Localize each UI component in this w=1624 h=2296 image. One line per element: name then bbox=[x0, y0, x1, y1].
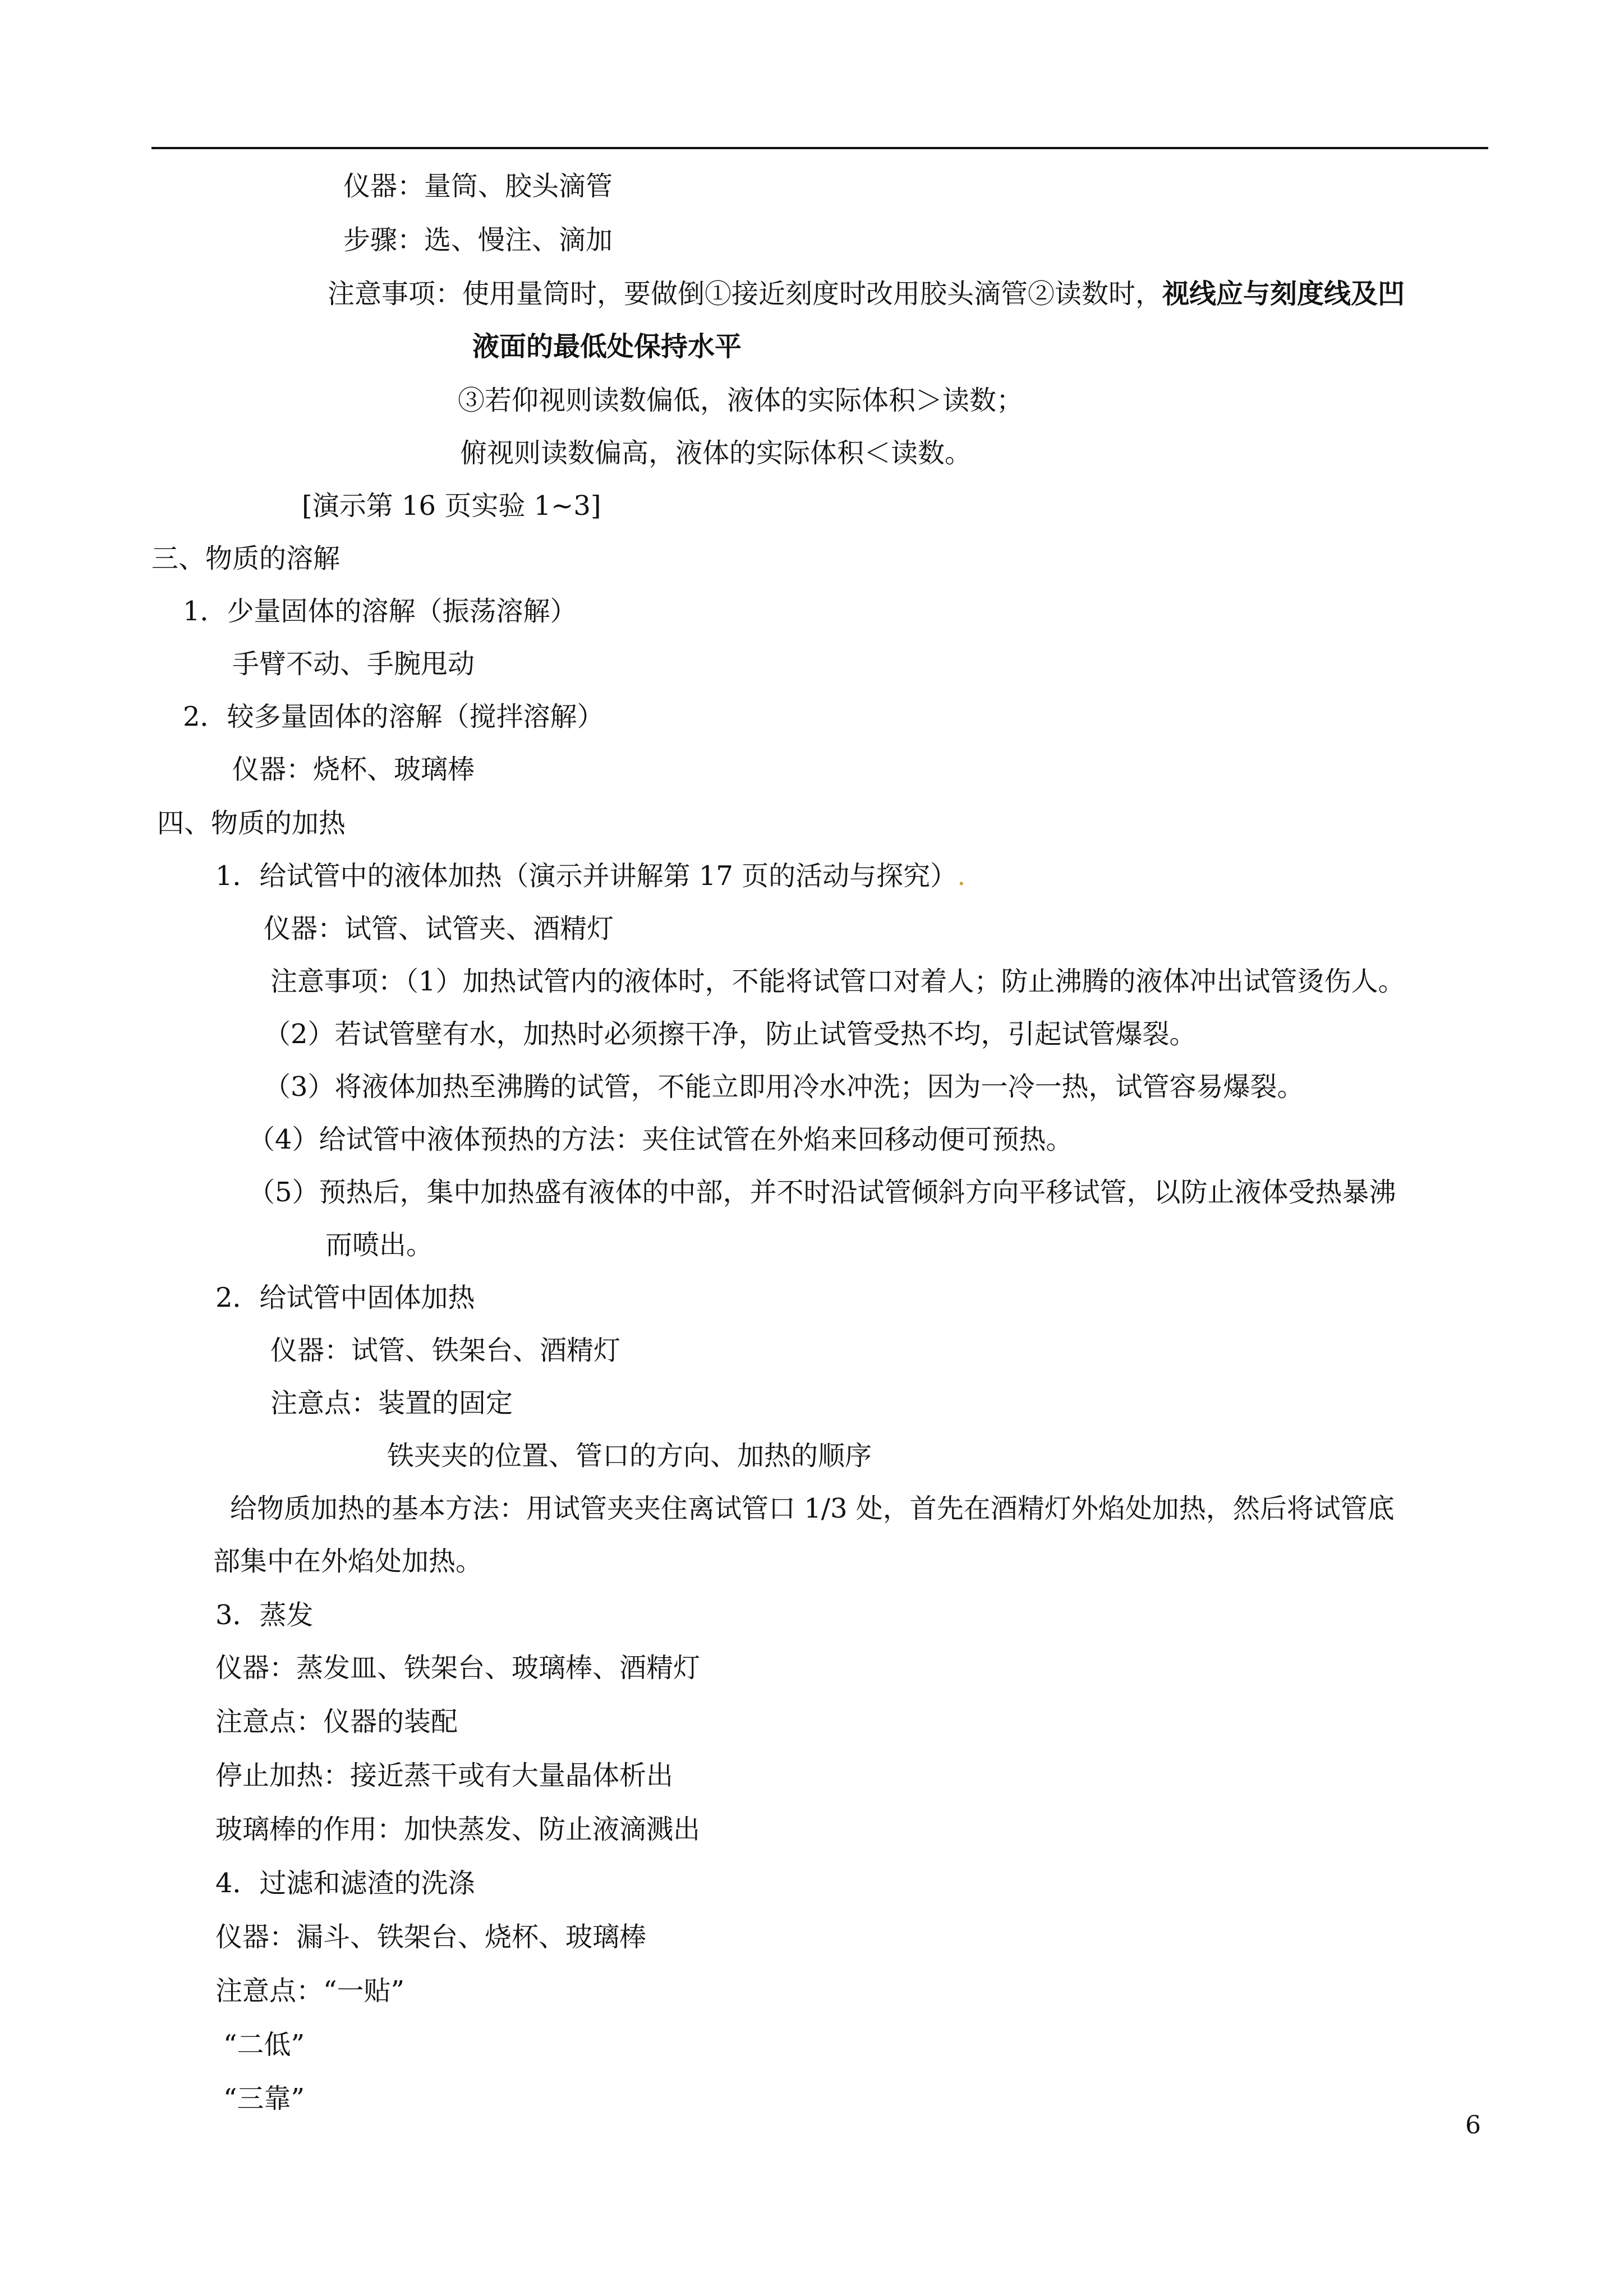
text-line: 仪器：试管、铁架台、酒精灯 bbox=[270, 1335, 621, 1366]
text-line: 注意点：装置的固定 bbox=[270, 1387, 513, 1419]
text-line: 给物质加热的基本方法：用试管夹夹住离试管口 1/3 处，首先在酒精灯外焰处加热，然后将试管底 bbox=[230, 1493, 1395, 1524]
text-line: 注意点：“一贴” bbox=[215, 1975, 405, 2007]
subsection-heading bbox=[215, 859, 965, 893]
header-rule bbox=[151, 147, 1488, 149]
text-line bbox=[328, 277, 1405, 311]
text-line: 停止加热：接近蒸干或有大量晶体析出 bbox=[215, 1760, 674, 1791]
text-line: “三靠” bbox=[223, 2083, 305, 2114]
text-line: 手臂不动、手腕甩动 bbox=[232, 648, 475, 680]
subsection-heading: 2．给试管中固体加热 bbox=[215, 1282, 475, 1313]
subsection-heading: 1．少量固体的溶解（振荡溶解） bbox=[183, 596, 577, 627]
bold-text-run: 视线应与刻度线及凹 bbox=[1162, 278, 1405, 310]
text-line: [演示第 16 页实验 1~3] bbox=[302, 490, 601, 522]
text-line: （5）预热后，集中加热盛有液体的中部，并不时沿试管倾斜方向平移试管，以防止液体受热暴沸 bbox=[248, 1177, 1396, 1208]
text-line: 仪器：试管、试管夹、酒精灯 bbox=[264, 913, 614, 944]
text-line: 而喷出。 bbox=[325, 1229, 434, 1261]
subsection-heading: 4．过滤和滤渣的洗涤 bbox=[215, 1868, 475, 1899]
text-line: 铁夹夹的位置、管口的方向、加热的顺序 bbox=[387, 1440, 872, 1472]
text-line: 步骤：选、慢注、滴加 bbox=[343, 224, 613, 256]
page-number: 6 bbox=[1465, 2111, 1481, 2140]
text-line: 部集中在外焰处加热。 bbox=[213, 1546, 483, 1577]
text-line: 仪器：漏斗、铁架台、烧杯、玻璃棒 bbox=[215, 1921, 647, 1953]
section-heading: 四、物质的加热 bbox=[157, 808, 346, 839]
subsection-heading: 2．较多量固体的溶解（搅拌溶解） bbox=[183, 701, 604, 732]
text-run: 注意事项：使用量筒时，要做倒①接近刻度时改用胶头滴管②读数时， bbox=[328, 278, 1163, 310]
text-line: 液面的最低处保持水平 bbox=[472, 331, 742, 362]
text-line: 仪器：蒸发皿、铁架台、玻璃棒、酒精灯 bbox=[215, 1652, 701, 1684]
text-line: 仪器：烧杯、玻璃棒 bbox=[232, 754, 475, 785]
subsection-heading: 3．蒸发 bbox=[215, 1599, 314, 1631]
section-heading: 三、物质的溶解 bbox=[151, 543, 341, 574]
text-line: （4）给试管中液体预热的方法：夹住试管在外焰来回移动便可预热。 bbox=[248, 1124, 1073, 1155]
text-line: 注意点：仪器的装配 bbox=[215, 1706, 458, 1737]
text-line: “二低” bbox=[223, 2029, 305, 2060]
dot-mark: . bbox=[957, 860, 966, 892]
text-line: 玻璃棒的作用：加快蒸发、防止液滴溅出 bbox=[215, 1814, 701, 1845]
text-run: 1．给试管中的液体加热（演示并讲解第 17 页的活动与探究） bbox=[215, 860, 958, 892]
text-line: （2）若试管壁有水，加热时必须擦干净，防止试管受热不均，引起试管爆裂。 bbox=[264, 1018, 1197, 1050]
text-line: 俯视则读数偏高，液体的实际体积＜读数。 bbox=[460, 437, 972, 469]
text-line: 仪器：量筒、胶头滴管 bbox=[343, 170, 613, 202]
text-line: （3）将液体加热至沸腾的试管，不能立即用冷水冲洗；因为一冷一热，试管容易爆裂。 bbox=[264, 1071, 1304, 1103]
text-line: ③若仰视则读数偏低，液体的实际体积＞读数； bbox=[458, 385, 1024, 416]
text-line: 注意事项：（1）加热试管内的液体时，不能将试管口对着人；防止沸腾的液体冲出试管烫伤人。 bbox=[270, 966, 1405, 997]
